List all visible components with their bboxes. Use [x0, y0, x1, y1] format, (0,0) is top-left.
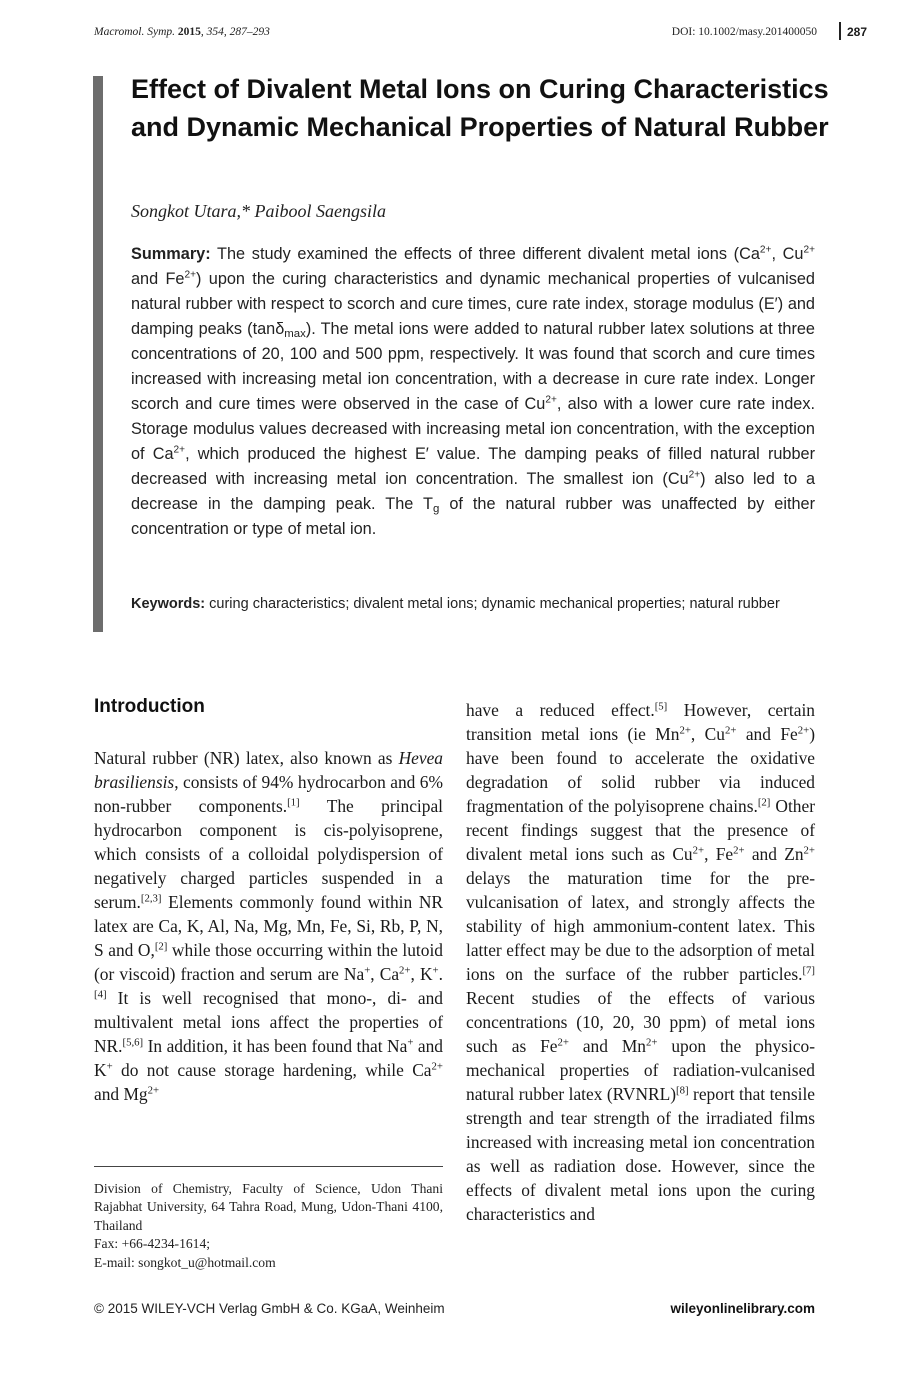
superscript: + [407, 1036, 414, 1049]
keywords-text: curing characteristics; divalent metal ions; dynamic mechanical properties; natural rubber [205, 596, 780, 612]
citation-ref: [5] [654, 700, 668, 713]
keywords-label: Keywords: [131, 596, 206, 612]
superscript: 2+ [692, 844, 705, 857]
body-text: , Fe [704, 844, 734, 864]
affiliation-fax: Fax: +66-4234-1614; [94, 1236, 211, 1252]
section-heading-introduction: Introduction [94, 696, 205, 717]
summary-text: , also with a lower cure rate index. Storage modulus values decreased with increasing metal ion concentration, with the exception of Ca [131, 395, 815, 463]
summary-text: ). The metal ions were added to natural rubber latex solutions at three concentrations of 20, 100 and 500 ppm, respectively. It was found that scorch and cure times increased with increasing metal ion concentration, with a decrease in cure rate index. Longer scorch and cure times were observed in the case of Cu [131, 320, 815, 413]
summary-text: ) upon the curing characteristics and dynamic mechanical properties of vulcanised natural rubber with respect to scorch and cure times, cure rate index, storage modulus (E′) and damping peaks (tanδ [131, 270, 815, 338]
summary [131, 242, 815, 542]
summary-text: , Cu [771, 245, 804, 263]
citation-ref: [2] [154, 940, 168, 953]
summary-label: Summary: [131, 245, 211, 263]
citation-ref: [1] [287, 796, 300, 809]
summary-text: of the natural rubber was unaffected by either concentration or type of metal ion. [131, 495, 815, 538]
authors: Songkot Utara,* Paibool Saengsila [131, 201, 386, 221]
body-text: upon the physico-mechanical properties of radiation-vulcanised natural rubber latex (RVNRL) [466, 1036, 815, 1104]
superscript: 2+ [679, 724, 691, 737]
body-text: The principal hydrocarbon component is cis-polyisoprene, which consists of a colloidal polydispersion of negatively charged particles suspended in a serum. [94, 796, 443, 912]
keywords [131, 592, 815, 616]
citation-ref: [7] [802, 964, 815, 977]
body-text: It is well recognised that mono-, di- and multivalent metal ions affect the properties of NR. [94, 988, 443, 1056]
superscript: 2+ [399, 964, 411, 977]
body-text: delays the maturation time for the pre-vulcanisation of latex, and strongly affects the stability of high ammonium-content latex. This latter effect may be due to the adsorption of metal ions on the surface of the rubber particles. [466, 868, 815, 984]
body-text: Recent studies of the effects of various concentrations (10, 20, 30 ppm) of metal ions such as Fe [466, 988, 815, 1056]
body-text: , Ca [370, 964, 400, 984]
body-text: and Mn [568, 1036, 646, 1056]
affiliation-address: Division of Chemistry, Faculty of Science, Udon Thani Rajabhat University, 64 Tahra Road, Mung, Udon-Thani 4100, Thailand [94, 1181, 443, 1233]
body-text: , Cu [690, 724, 725, 744]
superscript: 2+ [803, 244, 815, 256]
body-text: and K [94, 1036, 443, 1080]
superscript: 2+ [797, 724, 810, 737]
body-text: Elements commonly found within NR latex are Ca, K, Al, Na, Mg, Mn, Fe, Si, Rb, P, N, S and O, [94, 892, 443, 960]
superscript: 2+ [545, 394, 557, 406]
body-text: have a reduced effect. [466, 700, 655, 720]
citation-ref: [4] [94, 988, 107, 1001]
superscript: + [364, 964, 371, 977]
superscript: 2+ [803, 844, 816, 857]
journal-year: 2015 [177, 26, 201, 38]
footnote-divider [94, 1166, 443, 1167]
superscript: + [432, 964, 439, 977]
title-accent-bar [93, 76, 103, 632]
species-name: Hevea brasiliensis [94, 748, 443, 792]
body-text: report that tensile strength and tear strength of the irradiated films increased with increasing metal ion concentration as well as radiation dose. However, since the effects of divalent metal ions upon the curing characteristics and [466, 1084, 815, 1224]
doi: DOI: 10.1002/masy.201400050 [671, 26, 817, 38]
body-text: However, certain transition metal ions (ie Mn [466, 700, 815, 744]
body-text: ) have been found to accelerate the oxidative degradation of solid rubber via induced fragmentation of the polyisoprene chains. [466, 724, 815, 816]
volume-pages: , 354, 287–293 [200, 26, 270, 38]
citation-ref: [2] [757, 796, 771, 809]
copyright-notice: © 2015 WILEY-VCH Verlag GmbH & Co. KGaA, Weinheim [94, 1301, 445, 1316]
summary-text: ) also led to a decrease in the damping peak. The T [131, 470, 816, 513]
citation-ref: [8] [676, 1084, 689, 1097]
affiliation-email: E-mail: songkot_u@hotmail.com [94, 1254, 276, 1270]
subscript: max [284, 327, 306, 340]
superscript: + [106, 1060, 113, 1073]
body-text: , K [410, 964, 433, 984]
body-text: while those occurring within the lutoid (or viscoid) fraction and serum are Na [94, 940, 443, 984]
body-text: Natural rubber (NR) latex, also known as [94, 748, 399, 768]
body-text: Other recent findings suggest that the presence of divalent metal ions such as Cu [466, 796, 815, 864]
body-text: and Zn [744, 844, 804, 864]
body-text: and Fe [736, 724, 798, 744]
affiliation-footnote [94, 1180, 443, 1272]
superscript: 2+ [733, 844, 745, 857]
superscript: 2+ [688, 469, 701, 481]
body-text: , consists of 94% hydrocarbon and 6% non-rubber components. [94, 772, 443, 816]
body-text: do not cause storage hardening, while Ca [112, 1060, 432, 1080]
running-header-citation [94, 26, 270, 38]
superscript: 2+ [173, 444, 186, 456]
summary-text: , which produced the highest E′ value. The damping peaks of filled natural rubber decreased with increasing metal ion concentration. The smallest ion (Cu [131, 445, 816, 488]
superscript: 2+ [759, 244, 772, 256]
superscript: 2+ [184, 269, 197, 281]
intro-paragraph-right [466, 698, 815, 1226]
subscript: g [432, 502, 440, 515]
journal-name: Macromol. Symp. [94, 26, 176, 38]
superscript: 2+ [724, 724, 737, 737]
body-text: and Mg [94, 1084, 148, 1104]
citation-ref: [2,3] [140, 892, 162, 905]
body-text: In addition, it has been found that Na [143, 1036, 408, 1056]
citation-ref: [5,6] [122, 1036, 144, 1049]
publisher-website-link[interactable]: wileyonlinelibrary.com [670, 1301, 815, 1316]
summary-text: and Fe [131, 270, 185, 288]
superscript: 2+ [431, 1060, 443, 1073]
superscript: 2+ [147, 1084, 160, 1097]
intro-paragraph-left [94, 746, 443, 1106]
page-number: 287 [839, 22, 867, 40]
body-text: . [438, 964, 443, 984]
superscript: 2+ [645, 1036, 658, 1049]
superscript: 2+ [557, 1036, 569, 1049]
article-title: Effect of Divalent Metal Ions on Curing Characteristics and Dynamic Mechanical Properties of Natural Rubber [131, 74, 829, 142]
summary-text: The study examined the effects of three different divalent metal ions (Ca [210, 245, 760, 263]
